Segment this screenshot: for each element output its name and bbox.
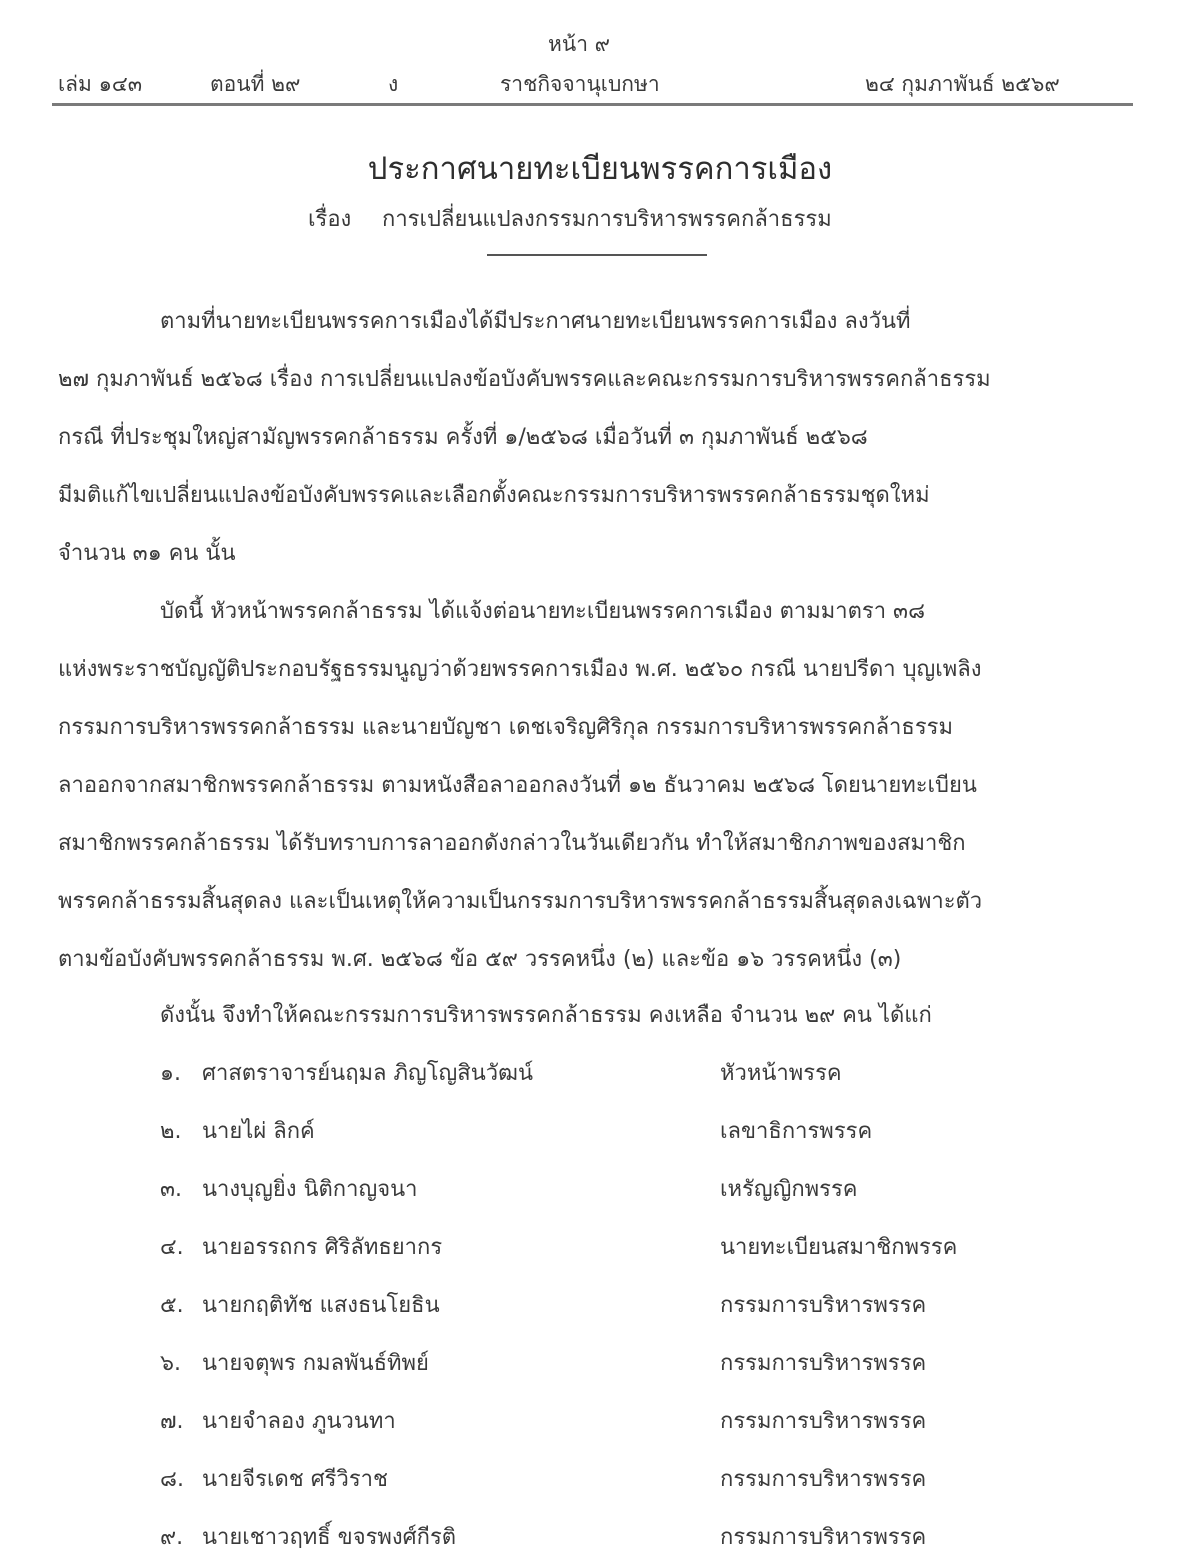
paragraph-2-line-4: ลาออกจากสมาชิกพรรคกล้าธรรม ตามหนังสือลาออกลงวันที่ ๑๒ ธันวาคม ๒๕๖๘ โดยนายทะเบียน xyxy=(58,773,977,798)
member-position: นายทะเบียนสมาชิกพรรค xyxy=(720,1235,958,1260)
member-position: กรรมการบริหารพรรค xyxy=(720,1467,927,1492)
page-number: หน้า ๙ xyxy=(548,32,611,56)
paragraph-2-line-2: แห่งพระราชบัญญัติประกอบรัฐธรรมนูญว่าด้วยพรรคการเมือง พ.ศ. ๒๕๖๐ กรณี นายปรีดา บุญเพลิง xyxy=(58,657,982,682)
paragraph-3: ดังนั้น จึงทำให้คณะกรรมการบริหารพรรคกล้าธรรม คงเหลือ จำนวน ๒๙ คน ได้แก่ xyxy=(160,1003,932,1028)
subject-label: เรื่อง xyxy=(308,207,352,232)
member-name: นายกฤติทัช แสงธนโยธิน xyxy=(202,1293,440,1318)
member-number: ๙. xyxy=(160,1525,184,1550)
publication-name: ราชกิจจานุเบกษา xyxy=(500,72,660,96)
member-position: เหรัญญิกพรรค xyxy=(720,1177,858,1202)
paragraph-2-line-1: บัดนี้ หัวหน้าพรรคกล้าธรรม ได้แจ้งต่อนายทะเบียนพรรคการเมือง ตามมาตรา ๓๘ xyxy=(160,599,926,624)
member-number: ๖. xyxy=(160,1351,181,1376)
member-number: ๕. xyxy=(160,1293,184,1318)
member-name: นางบุญยิ่ง นิติกาญจนา xyxy=(202,1177,418,1202)
paragraph-2-line-3: กรรมการบริหารพรรคกล้าธรรม และนายบัญชา เดชเจริญศิริกุล กรรมการบริหารพรรคกล้าธรรม xyxy=(58,715,953,740)
member-number: ๓. xyxy=(160,1177,183,1202)
paragraph-1-line-4: มีมติแก้ไขเปลี่ยนแปลงข้อบังคับพรรคและเลือกตั้งคณะกรรมการบริหารพรรคกล้าธรรมชุดใหม่ xyxy=(58,483,930,508)
member-position: กรรมการบริหารพรรค xyxy=(720,1293,927,1318)
member-name: นายจีรเดช ศรีวิราช xyxy=(202,1467,388,1492)
paragraph-2-line-7: ตามข้อบังคับพรรคกล้าธรรม พ.ศ. ๒๕๖๘ ข้อ ๕๙ วรรคหนึ่ง (๒) และข้อ ๑๖ วรรคหนึ่ง (๓) xyxy=(58,947,902,972)
member-name: นายจำลอง ภูนวนทา xyxy=(202,1409,396,1434)
member-position: กรรมการบริหารพรรค xyxy=(720,1351,927,1376)
member-name: นายเชาวฤทธิ์ ขจรพงศ์กีรติ xyxy=(202,1525,457,1550)
member-position: เลขาธิการพรรค xyxy=(720,1119,873,1144)
member-position: หัวหน้าพรรค xyxy=(720,1061,842,1086)
paragraph-2-line-5: สมาชิกพรรคกล้าธรรม ได้รับทราบการลาออกดังกล่าวในวันเดียวกัน ทำให้สมาชิกภาพของสมาชิก xyxy=(58,831,966,856)
member-number: ๗. xyxy=(160,1409,184,1434)
paragraph-1-line-5: จำนวน ๓๑ คน นั้น xyxy=(58,541,236,566)
member-position: กรรมการบริหารพรรค xyxy=(720,1525,927,1550)
member-name: ศาสตราจารย์นฤมล ภิญโญสินวัฒน์ xyxy=(202,1061,534,1086)
member-number: ๘. xyxy=(160,1467,184,1492)
member-name: นายไผ่ ลิกค์ xyxy=(202,1119,315,1144)
paragraph-1-line-2: ๒๗ กุมภาพันธ์ ๒๕๖๘ เรื่อง การเปลี่ยนแปลงข้อบังคับพรรคและคณะกรรมการบริหารพรรคกล้าธรรม xyxy=(58,367,991,392)
document-title: ประกาศนายทะเบียนพรรคการเมือง xyxy=(367,151,833,187)
subject-text: การเปลี่ยนแปลงกรรมการบริหารพรรคกล้าธรรม xyxy=(382,207,832,232)
header-divider xyxy=(52,103,1133,106)
paragraph-1-line-1: ตามที่นายทะเบียนพรรคการเมืองได้มีประกาศนายทะเบียนพรรคการเมือง ลงวันที่ xyxy=(160,309,911,334)
publication-date: ๒๔ กุมภาพันธ์ ๒๕๖๙ xyxy=(865,72,1060,96)
member-name: นายจตุพร กมลพันธ์ทิพย์ xyxy=(202,1351,429,1376)
paragraph-2-line-6: พรรคกล้าธรรมสิ้นสุดลง และเป็นเหตุให้ความเป็นกรรมการบริหารพรรคกล้าธรรมสิ้นสุดลงเฉพาะตัว xyxy=(58,889,983,914)
title-divider xyxy=(487,254,707,256)
member-number: ๑. xyxy=(160,1061,181,1086)
section-letter: ง xyxy=(388,72,399,96)
member-number: ๔. xyxy=(160,1235,184,1260)
member-name: นายอรรถกร ศิริลัทธยากร xyxy=(202,1235,443,1260)
volume-number: เล่ม ๑๔๓ xyxy=(58,72,143,96)
member-position: กรรมการบริหารพรรค xyxy=(720,1409,927,1434)
issue-number: ตอนที่ ๒๙ xyxy=(210,72,301,96)
member-number: ๒. xyxy=(160,1119,182,1144)
paragraph-1-line-3: กรณี ที่ประชุมใหญ่สามัญพรรคกล้าธรรม ครั้งที่ ๑/๒๕๖๘ เมื่อวันที่ ๓ กุมภาพันธ์ ๒๕๖๘ xyxy=(58,425,868,450)
